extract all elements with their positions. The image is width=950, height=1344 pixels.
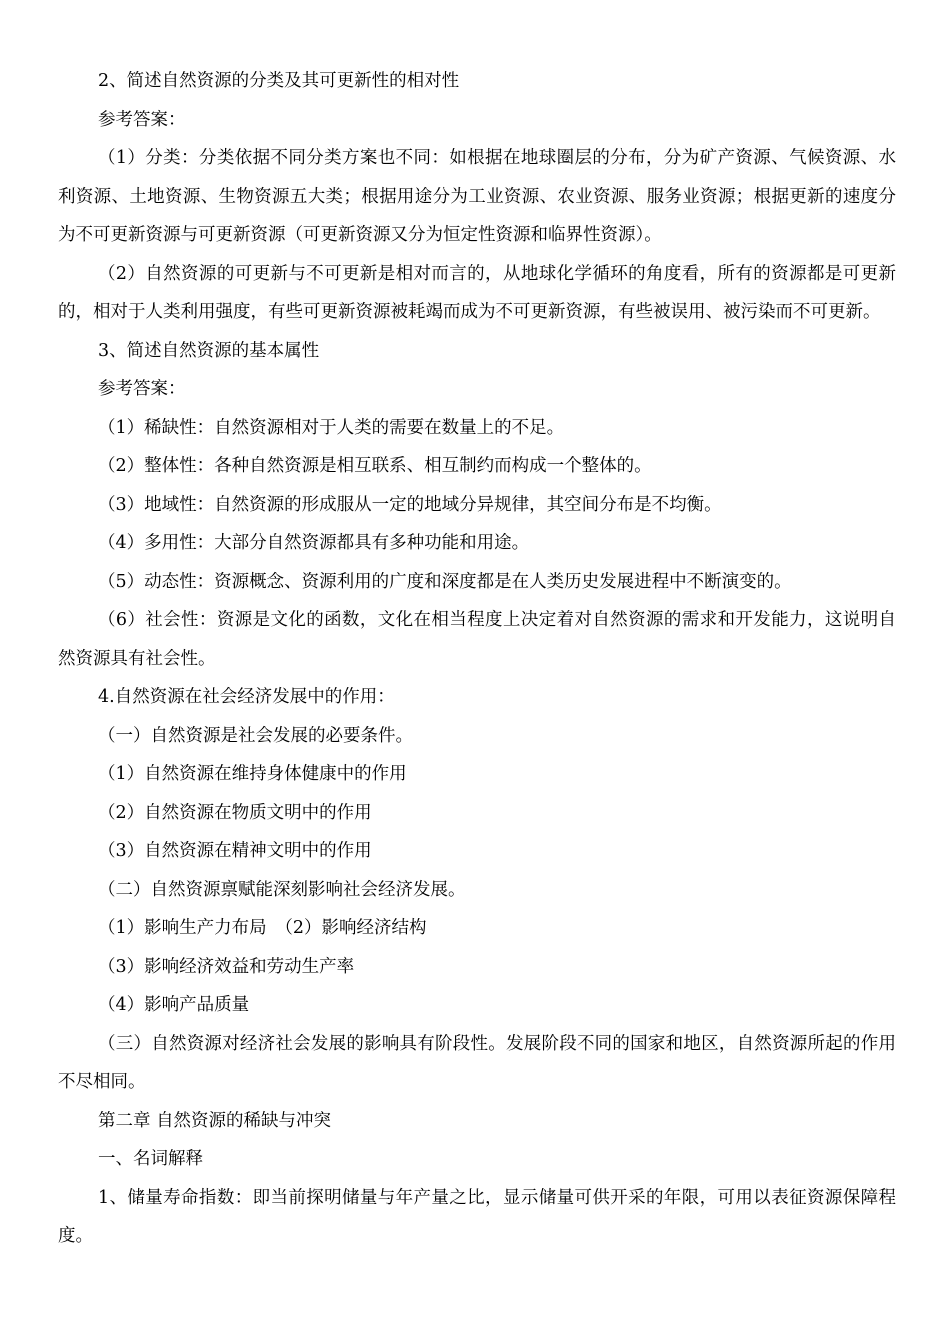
attribute-multi-use: （4）多用性：大部分自然资源都具有多种功能和用途。	[98, 533, 530, 553]
question-2-heading: 2、简述自然资源的分类及其可更新性的相对性	[98, 71, 460, 91]
role-section-3: （三）自然资源对经济社会发展的影响具有阶段性。发展阶段不同的国家和地区，自然资源所起的作用不尽相同。	[58, 1033, 896, 1092]
glossary-heading: 一、名词解释	[98, 1149, 203, 1169]
attribute-dynamic: （5）动态性：资源概念、资源利用的广度和深度都是在人类历史发展进程中不断演变的。	[98, 571, 792, 592]
chapter-2-title: 第二章 自然资源的稀缺与冲突	[98, 1110, 332, 1131]
document-page	[58, 62, 896, 1256]
role-item-material: （2）自然资源在物质文明中的作用	[98, 802, 372, 823]
role-item-spiritual: （3）自然资源在精神文明中的作用	[98, 841, 372, 861]
role-item-quality: （4）影响产品质量	[98, 995, 250, 1015]
reference-answer-label: 参考答案：	[98, 379, 186, 399]
glossary-item-1: 1、储量寿命指数：即当前探明储量与年产量之比，显示储量可供开采的年限，可用以表征资源保障程度。	[58, 1187, 896, 1246]
answer-2-part-2: （2）自然资源的可更新与不可更新是相对而言的，从地球化学循环的角度看，所有的资源都是可更新的，相对于人类利用强度，有些可更新资源被耗竭而成为不可更新资源，有些被误用、被污染而不可更新。	[58, 263, 896, 322]
attribute-regionality: （3）地域性：自然资源的形成服从一定的地域分异规律，其空间分布是不均衡。	[98, 494, 722, 515]
question-4-heading: 4.自然资源在社会经济发展中的作用：	[98, 687, 395, 707]
role-section-2: （二）自然资源禀赋能深刻影响社会经济发展。	[98, 879, 466, 900]
reference-answer-label: 参考答案：	[98, 109, 186, 130]
role-item-layout-structure: （1）影响生产力布局 （2）影响经济结构	[98, 918, 427, 938]
role-section-1: （一）自然资源是社会发展的必要条件。	[98, 725, 413, 746]
role-item-health: （1）自然资源在维持身体健康中的作用	[98, 764, 407, 784]
question-3-heading: 3、简述自然资源的基本属性	[98, 340, 320, 361]
role-item-efficiency: （3）影响经济效益和劳动生产率	[98, 956, 355, 977]
attribute-integrity: （2）整体性：各种自然资源是相互联系、相互制约而构成一个整体的。	[98, 456, 652, 476]
attribute-social: （6）社会性：资源是文化的函数，文化在相当程度上决定着对自然资源的需求和开发能力，这说明自然资源具有社会性。	[58, 610, 896, 669]
answer-2-part-1: （1）分类：分类依据不同分类方案也不同：如根据在地球圈层的分布，分为矿产资源、气候资源、水利资源、土地资源、生物资源五大类；根据用途分为工业资源、农业资源、服务业资源；根据更新的速度分为不可更新资源与可更新资源（可更新资源又分为恒定性资源和临界性资源）。	[58, 148, 896, 245]
attribute-scarcity: （1）稀缺性：自然资源相对于人类的需要在数量上的不足。	[98, 417, 565, 438]
